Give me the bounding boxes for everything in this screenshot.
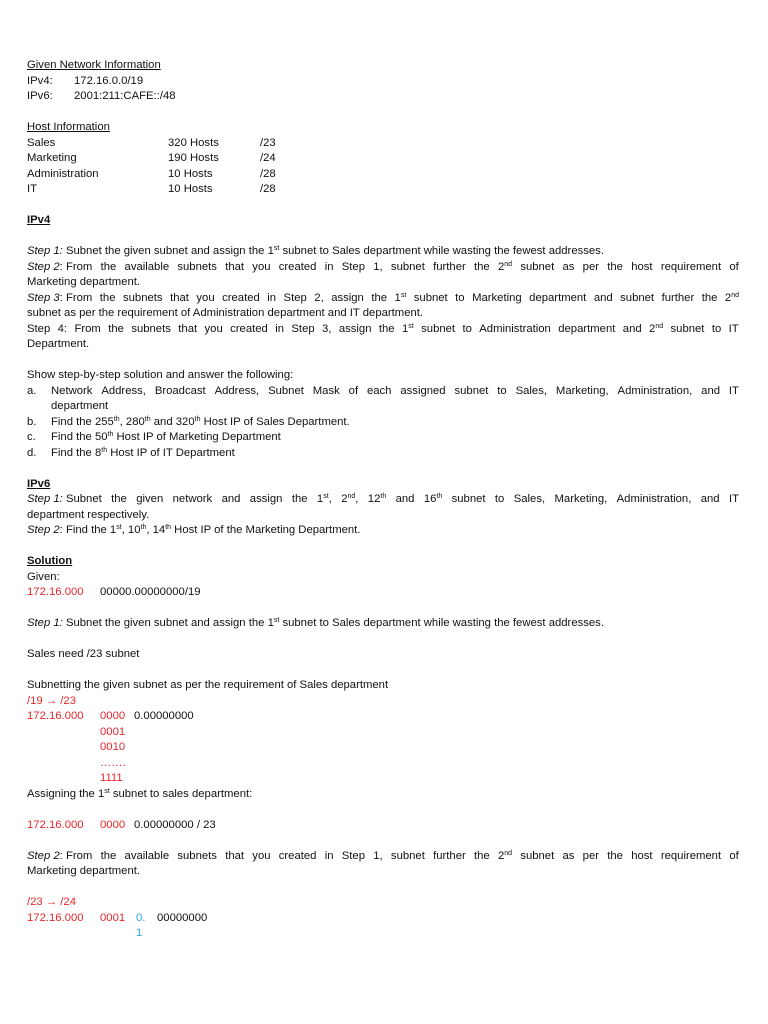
word: 3, — [322, 322, 332, 335]
subnet-bits-row — [27, 725, 739, 741]
show-instructions: Show step-by-step solution and answer the following: — [27, 369, 294, 381]
solution-step2-line2: Marketing department. — [27, 865, 141, 877]
word: the — [607, 849, 623, 862]
word: Subnet — [268, 384, 304, 397]
question-line — [51, 384, 739, 400]
word: host — [631, 849, 653, 862]
word: From — [74, 322, 101, 335]
question-text: Find the 50th Host IP of Marketing Department — [51, 431, 281, 443]
word: subnet — [520, 260, 555, 273]
host-dept: Administration — [27, 167, 99, 180]
host-dept: IT — [27, 183, 38, 195]
question-label: b. — [27, 415, 37, 428]
word: and — [395, 493, 415, 505]
word: subnets — [131, 322, 171, 335]
word: created — [222, 291, 260, 304]
word: subnets — [123, 291, 163, 304]
word: 2, — [314, 291, 324, 304]
word: in — [275, 322, 284, 335]
assigned-host-bits: 0.00000000 / 23 — [134, 818, 216, 831]
word: of — [729, 260, 739, 273]
ipv4-step4-line1 — [27, 322, 739, 338]
subnet-bits: 0001 — [100, 725, 126, 738]
marketing-borrowed-bit-1: 1 — [136, 927, 143, 939]
sales-subnet-bits — [27, 709, 739, 787]
ipv4-step2-line1 — [27, 260, 739, 276]
word: subnet — [454, 384, 489, 397]
word: 1st, — [316, 493, 332, 505]
word: you — [252, 849, 271, 862]
word: per — [582, 849, 599, 862]
word: Address, — [101, 384, 146, 397]
word: department — [558, 322, 616, 335]
word: IT — [728, 384, 739, 397]
question-label: d. — [27, 446, 37, 459]
given-host-bits: 00000.00000000/19 — [100, 586, 201, 598]
word: of — [729, 849, 739, 862]
word: Marketing, — [555, 384, 609, 397]
word: 1st — [394, 291, 407, 304]
word: the — [371, 291, 388, 304]
word: the — [111, 493, 127, 505]
word: created — [278, 849, 317, 862]
question-text: Find the 255th, 280th and 320th Host IP of Sales Department. — [51, 415, 350, 428]
word: subnet — [390, 260, 425, 273]
subnet-bits: 0000 — [100, 710, 126, 722]
word: host — [631, 260, 653, 273]
word: Step — [341, 260, 365, 273]
ipv4-step3-line1 — [27, 291, 739, 307]
word: the — [100, 260, 117, 273]
word: 1st — [402, 322, 414, 335]
word: to — [455, 291, 465, 304]
bits-network-part: 172.16.000 — [27, 710, 84, 722]
ipv4-value: 172.16.0.0/19 — [74, 74, 144, 87]
word: subnet — [670, 322, 705, 335]
step-label: Step 3 — [27, 291, 60, 304]
word: and — [593, 291, 613, 304]
word: to — [711, 322, 722, 335]
solution-given-label: Given: — [27, 570, 60, 583]
word: Step — [341, 849, 365, 862]
word: the — [108, 322, 124, 335]
ipv4-step1-label: Step 1: — [27, 245, 63, 257]
word: subnet — [421, 322, 456, 335]
host-table — [27, 136, 739, 198]
word: and — [700, 493, 720, 505]
word: 12th — [367, 493, 387, 505]
solution-step1-text-b: subnet to Sales department while wasting the fewest addresses. — [279, 617, 604, 629]
word: 4: — [57, 322, 68, 335]
word: and — [701, 384, 721, 397]
ipv4-step4-line2: Department. — [27, 338, 90, 350]
word: 2nd — [724, 291, 739, 304]
marketing-subnet-line — [27, 911, 739, 927]
assigned-subnet-bits: 0000 — [100, 818, 126, 831]
word: the — [378, 322, 395, 335]
host-row — [27, 167, 739, 183]
word: Address, — [214, 384, 260, 397]
document-page — [27, 58, 739, 942]
prefix-transition-2: /23 → /24 — [27, 896, 76, 908]
host-row — [27, 151, 739, 167]
step-label: Step 2 — [27, 260, 60, 273]
host-prefix: /28 — [260, 167, 276, 180]
given-network-part: 172.16.000 — [27, 586, 84, 598]
subnet-bits: ……. — [100, 756, 126, 769]
word: Administration, — [616, 493, 692, 505]
subnet-bits-row — [27, 740, 739, 756]
step-label: Step 2 — [27, 849, 60, 862]
word: Sales, — [513, 493, 546, 505]
word: and — [622, 322, 642, 335]
ipv4-step1 — [27, 244, 739, 260]
word: IT — [728, 493, 739, 505]
bits-host-part: 0.00000000 — [134, 710, 194, 722]
word: 2nd — [497, 849, 513, 862]
word: you — [204, 322, 223, 335]
word: requirement — [660, 849, 722, 862]
word: Marketing, — [554, 493, 608, 505]
ipv4-step1-text-b: subnet to Sales department while wasting the fewest addresses. — [279, 245, 604, 257]
word: subnet — [451, 493, 486, 505]
question-item — [27, 430, 739, 446]
word: further — [433, 849, 466, 862]
host-count: 10 Hosts — [168, 167, 213, 180]
word: to — [497, 384, 507, 397]
word: the — [607, 260, 623, 273]
word: Network — [51, 384, 93, 397]
solution-heading: Solution — [27, 555, 73, 567]
host-count: 10 Hosts — [168, 183, 213, 195]
assign-sales-line — [27, 787, 739, 803]
solution-given-value — [27, 585, 739, 601]
host-heading: Host Information — [27, 121, 110, 133]
ipv4-heading: IPv4 — [27, 214, 51, 226]
word: Administration, — [617, 384, 693, 397]
assign-text-b: subnet to sales department: — [109, 787, 253, 800]
word: in — [324, 260, 334, 273]
word: Step 2: From — [27, 849, 93, 862]
solution-step1 — [27, 616, 739, 632]
subnet-bits: 1111 — [100, 772, 123, 784]
word: of — [348, 384, 359, 397]
solution-step1-label: Step 1: — [27, 617, 63, 629]
question-label: c. — [27, 431, 36, 443]
question-item — [27, 384, 739, 415]
word: available — [124, 849, 170, 862]
question-list — [27, 384, 739, 462]
subnet-bits-row — [27, 771, 739, 787]
ipv4-step1-text-a: Subnet the given subnet and assign the 1 — [62, 245, 274, 257]
word: given — [136, 493, 164, 505]
word: to — [462, 322, 472, 335]
ipv4-step1-sup: st — [273, 245, 280, 252]
ipv4-label: IPv4: — [27, 74, 53, 87]
host-dept: Sales — [27, 136, 56, 149]
word: network — [172, 493, 213, 505]
word: Marketing — [472, 291, 522, 304]
word: 1, — [373, 260, 383, 273]
host-prefix: /23 — [260, 136, 276, 149]
ipv6-given-line — [27, 89, 739, 105]
question-item — [27, 446, 739, 462]
word: the — [701, 291, 718, 304]
word: the — [100, 849, 117, 862]
marketing-network-part: 172.16.000 — [27, 911, 84, 924]
ipv4-step2-line2: Marketing department. — [27, 276, 141, 288]
marketing-subnet-bits: 0001 — [100, 911, 126, 924]
word: requirement — [660, 260, 722, 273]
word: 2nd, — [341, 493, 359, 505]
word: created — [230, 322, 268, 335]
marketing-host-bits: 00000000 — [157, 911, 208, 924]
host-row — [27, 136, 739, 152]
solution-step1-text-a: Subnet the given subnet and assign the 1 — [62, 617, 274, 629]
word: subnet — [520, 849, 555, 862]
question-text: Find the 8th Host IP of IT Department — [51, 446, 235, 459]
ipv6-value: 2001:211:CAFE::/48 — [74, 90, 176, 102]
word: subnet — [390, 849, 425, 862]
ipv6-label: IPv6: — [27, 90, 53, 102]
ipv6-step1-line2: department respectively. — [27, 508, 150, 521]
word: further — [433, 260, 466, 273]
sales-need-line: Sales need /23 subnet — [27, 648, 140, 660]
word: you — [252, 260, 271, 273]
word: Step 2: From — [27, 260, 93, 273]
word: that — [225, 260, 245, 273]
host-count: 190 Hosts — [168, 152, 219, 164]
word: 2nd — [497, 260, 513, 273]
word: assign — [338, 322, 372, 335]
ipv6-step1-line1 — [27, 492, 739, 508]
word: that — [225, 849, 245, 862]
word: subnet — [413, 291, 448, 304]
word: Broadcast — [154, 384, 206, 397]
word: assigned — [400, 384, 446, 397]
word: assign — [331, 291, 364, 304]
word: as — [562, 260, 575, 273]
ipv6-heading: IPv6 — [27, 477, 51, 490]
question-line: department — [51, 400, 109, 412]
host-prefix: /24 — [260, 152, 276, 164]
word: subnets — [177, 260, 217, 273]
word: further — [661, 291, 695, 304]
word: you — [196, 291, 215, 304]
subnetting-line: Subnetting the given subnet as per the requirement of Sales department — [27, 679, 389, 691]
word: each — [366, 384, 392, 397]
word: per — [582, 260, 599, 273]
given-heading: Given Network Information — [27, 59, 161, 71]
host-count: 320 Hosts — [168, 136, 219, 149]
solution-step1-sup: st — [273, 617, 280, 624]
question-label: a. — [27, 384, 37, 397]
host-prefix: /28 — [260, 183, 276, 195]
ipv4-step3-line2: subnet as per the requirement of Administration department and IT department. — [27, 307, 424, 319]
solution-step2-line1 — [27, 849, 739, 865]
word: available — [124, 260, 170, 273]
word: subnets — [177, 849, 217, 862]
host-row — [27, 182, 739, 198]
assign-text-a: Assigning the 1 — [27, 787, 105, 800]
ipv6-step2 — [27, 523, 739, 539]
word: as — [562, 849, 575, 862]
word: the — [474, 260, 490, 273]
subnet-bits-row — [27, 756, 739, 772]
assigned-sales-subnet — [27, 818, 739, 834]
word: that — [170, 291, 189, 304]
word: Mask — [312, 384, 340, 397]
word: IT — [728, 322, 739, 335]
word: the — [99, 291, 116, 304]
word: 1, — [373, 849, 383, 862]
word: the — [474, 849, 490, 862]
host-dept: Marketing — [27, 152, 77, 164]
word: the — [291, 493, 308, 505]
word: Administration — [479, 322, 551, 335]
word: Step 3: From — [27, 291, 93, 304]
assign-sup: st — [104, 787, 110, 795]
word: Step — [291, 322, 315, 335]
word: assign — [249, 493, 283, 505]
word: to — [494, 493, 505, 505]
marketing-borrowed-bit-row — [27, 926, 739, 942]
subnet-bits: 0010 — [100, 741, 126, 753]
word: 16th — [423, 493, 443, 505]
word: department — [529, 291, 587, 304]
ipv4-given-line — [27, 74, 739, 90]
word: 2nd — [649, 322, 664, 335]
word: Sales, — [515, 384, 548, 397]
assigned-network-part: 172.16.000 — [27, 818, 84, 831]
marketing-borrowed-bit-0: 0. — [136, 911, 146, 924]
prefix-transition-1: /19 → /23 — [27, 694, 76, 707]
word: Step — [283, 291, 307, 304]
subnet-bits-row — [27, 709, 739, 725]
word: Step — [27, 322, 51, 335]
word: subnet — [620, 291, 655, 304]
ipv6-step2-text: : Find the 1st, 10th, 14th Host IP of the Marketing Department. — [59, 524, 361, 536]
word: in — [267, 291, 277, 304]
word: in — [324, 849, 334, 862]
question-item — [27, 415, 739, 431]
ipv6-step2-label: Step 2 — [27, 524, 60, 536]
word: that — [178, 322, 198, 335]
word: Step 1: Subnet — [27, 493, 102, 505]
word: and — [221, 493, 241, 505]
word: created — [278, 260, 317, 273]
step-label: Step 1: — [27, 493, 63, 505]
